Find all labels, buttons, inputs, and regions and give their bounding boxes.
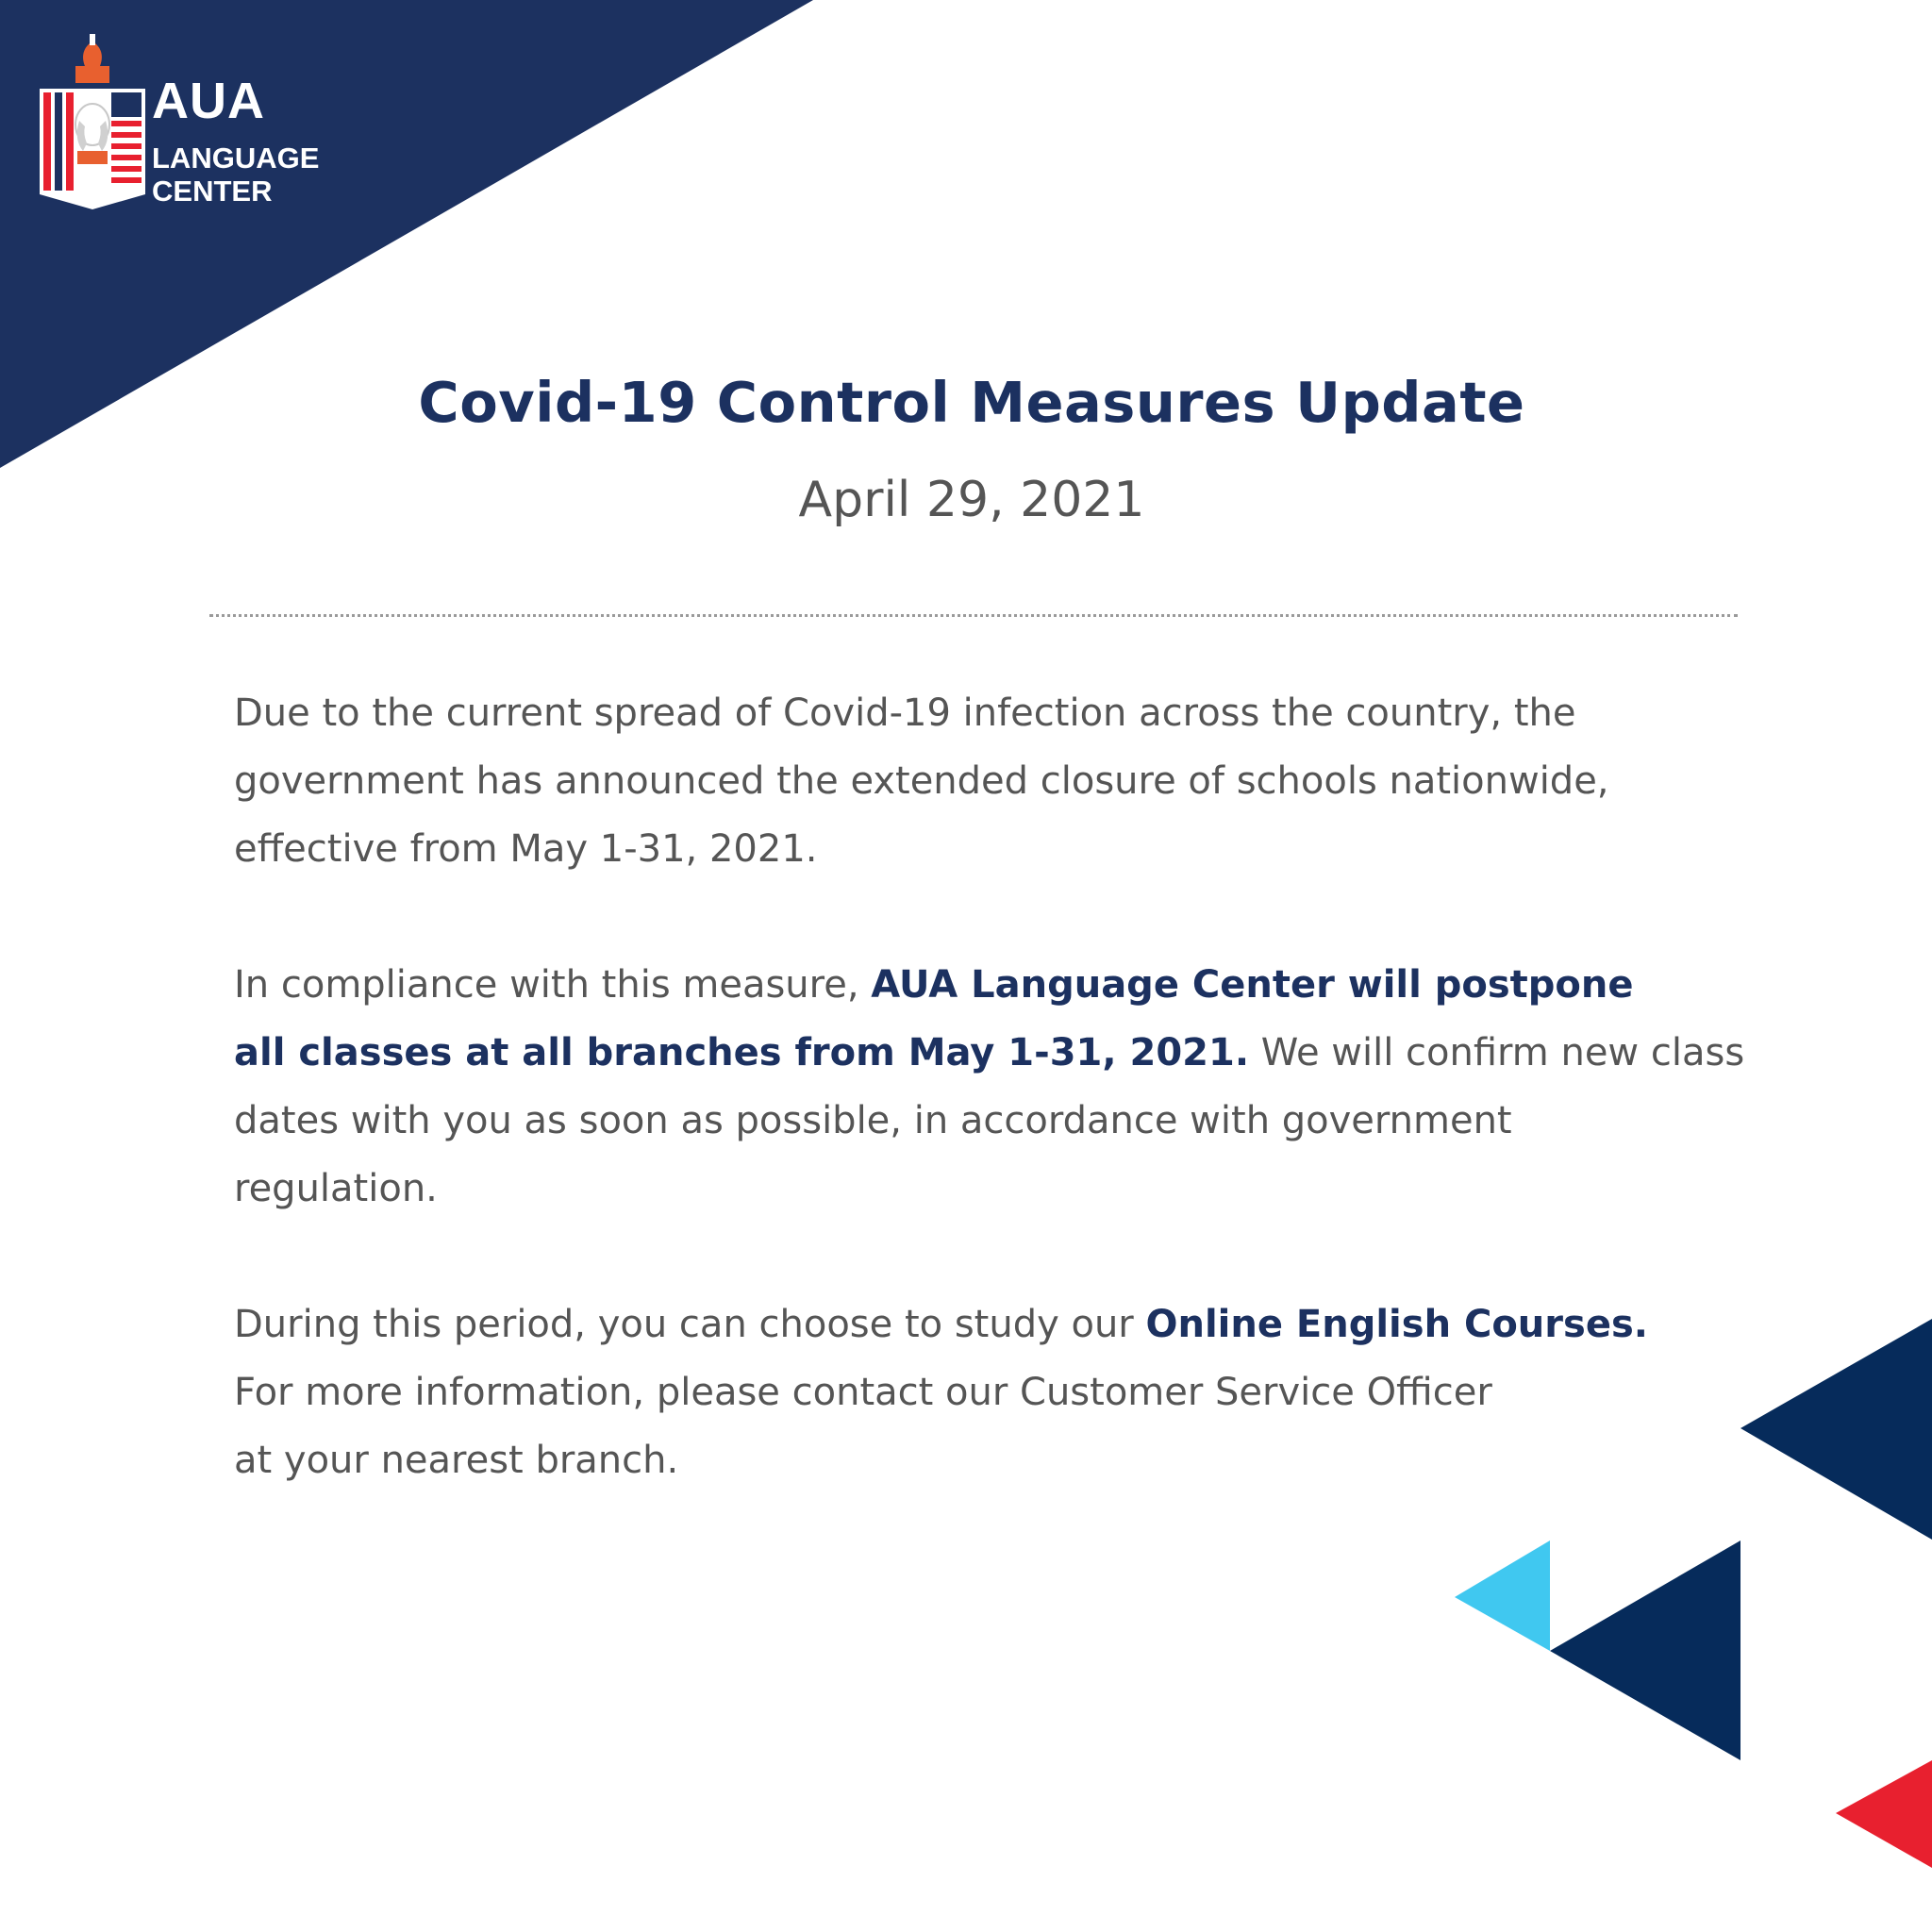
- logo-wordmark: [152, 74, 319, 208]
- online-courses-highlight: Online English Courses.: [1145, 1303, 1648, 1346]
- red-corner-triangle: [1836, 1760, 1932, 1868]
- p2-line: dates with you as soon as possible, in accordance with government: [234, 1099, 1512, 1142]
- logo-line-language: LANGUAGE: [152, 142, 320, 175]
- paragraph-postpone: [234, 951, 1762, 1223]
- p3-line: For more information, please contact our Customer Service Officer: [234, 1371, 1492, 1414]
- logo-line-center: CENTER: [152, 175, 273, 208]
- dotted-divider: [209, 614, 1738, 617]
- p2-text: We will confirm new class: [1249, 1031, 1745, 1074]
- announcement-date: April 29, 2021: [798, 472, 1145, 528]
- paragraph-online-courses: [234, 1291, 1762, 1494]
- p2-intro: In compliance with this measure,: [234, 963, 872, 1007]
- p1-line: government has announced the extended closure of schools nationwide,: [234, 759, 1609, 803]
- paragraph-closure: [234, 679, 1762, 883]
- p2-line: regulation.: [234, 1167, 438, 1210]
- p2-emphasis: all classes at all branches from May 1-31, 2021.: [234, 1031, 1250, 1074]
- right-navy-triangle: [1740, 1319, 1932, 1540]
- crest-emblem: [40, 34, 145, 209]
- announcement-body: [234, 679, 1762, 1562]
- p3-intro: During this period, you can choose to study our: [234, 1303, 1146, 1346]
- page-title: Covid-19 Control Measures Update: [418, 370, 1525, 435]
- p1-line: Due to the current spread of Covid-19 infection across the country, the: [234, 691, 1576, 735]
- logo-brand: AUA: [152, 73, 265, 129]
- p2-emphasis: AUA Language Center will postpone: [871, 963, 1634, 1007]
- p1-line: effective from May 1-31, 2021.: [234, 827, 818, 871]
- bottom-navy-triangle: [1550, 1541, 1740, 1760]
- p3-line: at your nearest branch.: [234, 1439, 679, 1482]
